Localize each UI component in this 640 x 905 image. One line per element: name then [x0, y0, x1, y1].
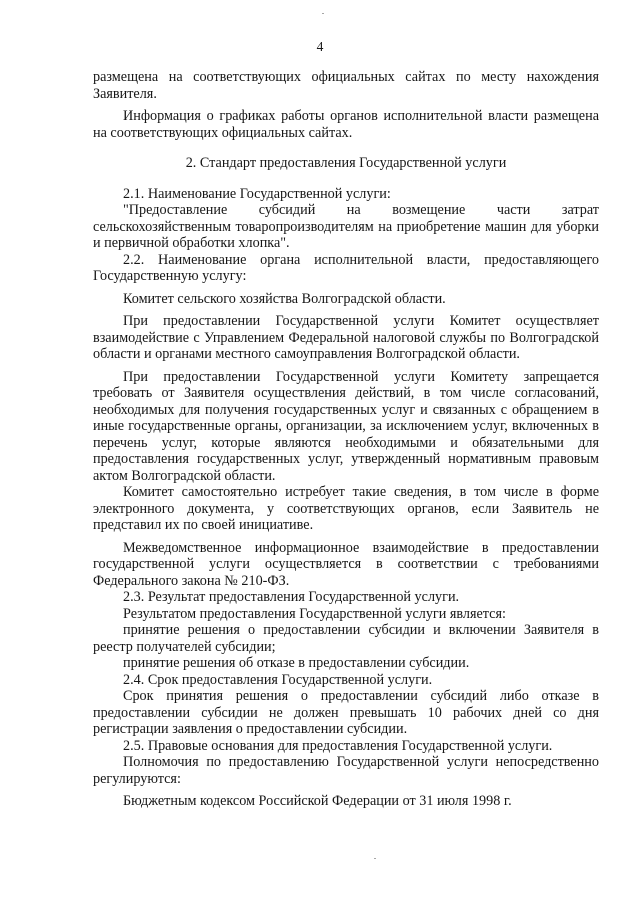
page-number: 4	[316, 39, 324, 54]
scan-speck	[322, 13, 324, 14]
document-body	[93, 69, 599, 810]
paragraph-budget-code: Бюджетным кодексом Российской Федерации от 31 июля 1998 г.	[123, 793, 512, 809]
paragraph-result-refusal: принятие решения об отказе в предоставлении субсидии.	[123, 655, 470, 671]
paragraph-deadline: Срок принятия решения о предоставлении субсидий либо отказе в предоставлении субсидии не должен превышать 10 рабочих дней со дня регистрации заявления о предоставлении субсидии.	[93, 688, 599, 737]
paragraph-powers: Полномочия по предоставлению Государственной услуги непосредственно регулируются:	[93, 754, 599, 787]
paragraph-2-2-title: 2.2. Наименование органа исполнительной власти, предоставляющего Государственную услугу:	[93, 251, 599, 284]
paragraph-committee-name: Комитет сельского хозяйства Волгоградской области.	[123, 290, 446, 307]
paragraph-service-name: "Предоставление субсидий на возмещение части затрат сельскохозяйственным товаропроизводителям на приобретение машин для уборки и первичной обработки хлопка".	[93, 202, 599, 251]
paragraph-location-continuation: размещена на соответствующих официальных сайтах по месту нахождения Заявителя.	[93, 69, 599, 102]
paragraph-2-3-title: 2.3. Результат предоставления Государственной услуги.	[123, 589, 460, 605]
paragraph-self-request: Комитет самостоятельно истребует такие сведения, в том числе в форме электронного документа, у соответствующих органов, если Заявитель не представил их по своей инициативе.	[93, 484, 599, 533]
paragraph-2-1-title: 2.1. Наименование Государственной услуги:	[123, 185, 391, 202]
paragraph-2-4-title: 2.4. Срок предоставления Государственной услуги.	[123, 671, 433, 688]
paragraph-work-schedule-info: Информация о графиках работы органов исполнительной власти размещена на соответствующих официальных сайтах.	[93, 108, 599, 141]
scan-speck	[374, 858, 376, 859]
paragraph-result-grant: принятие решения о предоставлении субсидии и включении Заявителя в реестр получателей субсидии;	[93, 622, 599, 655]
paragraph-2-5-title: 2.5. Правовые основания для предоставления Государственной услуги.	[123, 737, 553, 754]
paragraph-interagency: Межведомственное информационное взаимодействие в предоставлении государственной услуги осуществляется в соответствии с требованиями Федерального закона № 210-ФЗ.	[93, 539, 599, 589]
paragraph-result-intro: Результатом предоставления Государственной услуги является:	[123, 605, 506, 622]
paragraph-prohibition: При предоставлении Государственной услуги Комитету запрещается требовать от Заявителя осуществления действий, в том числе согласований, необходимых для получения государственных услуг и связанных с обращением в иные государственные органы, организации, за исключением услуг, включенных в перечень услуг, которые являются необходимыми и обязательными для предоставления государственных услуг, утвержденный нормативным правовым актом Волгоградской области.	[93, 368, 599, 484]
paragraph-interaction: При предоставлении Государственной услуги Комитет осуществляет взаимодействие с Управлением Федеральной налоговой службы по Волгоградской области и органами местного самоуправления Волгоградской области.	[93, 313, 599, 362]
section-heading: 2. Стандарт предоставления Государственной услуги	[185, 155, 507, 171]
